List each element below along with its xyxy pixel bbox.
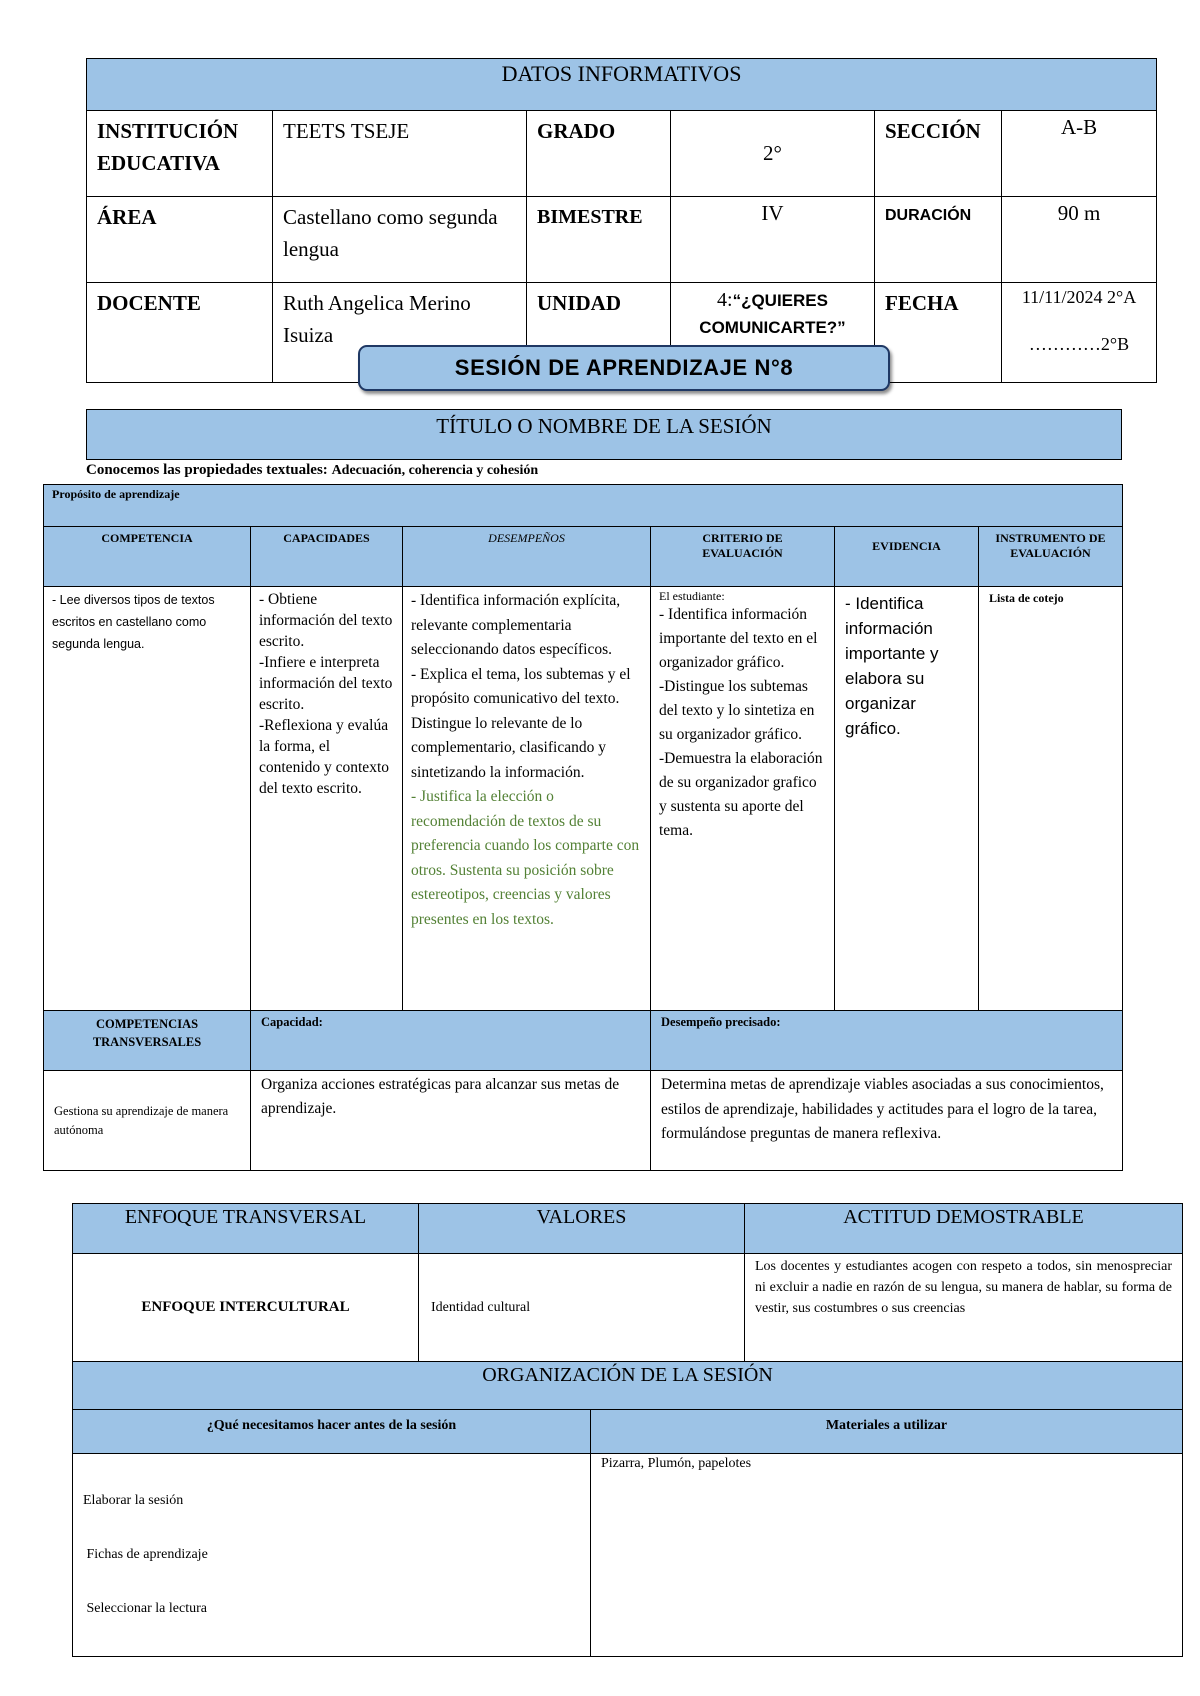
seccion-label: SECCIÓN [875, 111, 1002, 197]
seccion-value: A-B [1002, 111, 1157, 197]
unidad-value: “¿QUIERES COMUNICARTE?” [699, 291, 846, 337]
docente-value: Ruth Angelica Merino Isuiza [273, 283, 527, 383]
titulo-header: TÍTULO O NOMBRE DE LA SESIÓN [87, 410, 1122, 460]
antes-cell [73, 1454, 591, 1657]
enfoque-value: ENFOQUE INTERCULTURAL [73, 1254, 419, 1362]
datos-header: DATOS INFORMATIVOS [87, 59, 1157, 111]
area-value: Castellano como segunda lengua [273, 197, 527, 283]
header-desempenos: DESEMPEÑOS [403, 527, 651, 587]
materiales-label: Materiales a utilizar [591, 1410, 1183, 1454]
datos-informativos-table [86, 58, 1157, 383]
proposito-label: Propósito de aprendizaje [44, 485, 1123, 527]
capacidad-item: -Infiere e interpreta información del texto escrito. [259, 654, 393, 713]
fecha-cell [1002, 283, 1157, 383]
transversales-header: COMPETENCIAS TRANSVERSALES [44, 1011, 251, 1071]
header-competencia: COMPETENCIA [44, 527, 251, 587]
desempeno-item-green: - Justifica la elección o recomendación de textos de su preferencia cuando los comparte con otros. Sustenta su posición sobre estereotipos, creencias y valores presentes en los textos. [411, 788, 640, 928]
desempenos-cell [403, 587, 651, 1011]
grado-value: 2° [671, 111, 875, 197]
proposito-table [43, 484, 1123, 1171]
transversal-desempeno: Determina metas de aprendizaje viables asociadas a sus conocimientos, estilos de aprendizaje, habilidades y actitudes para el logro de la tarea, formulándose preguntas de manera reflexiva. [651, 1071, 1123, 1171]
desempeno-item: - Identifica información explícita, relevante complementaria seleccionando datos específicos. [411, 592, 621, 658]
unidad-label: UNIDAD [527, 283, 671, 383]
criterio-item: -Demuestra la elaboración de su organizador grafico y sustenta su aporte del tema. [659, 750, 823, 839]
area-label: ÁREA [87, 197, 273, 283]
criterio-item: - Identifica información importante del texto en el organizador gráfico. [659, 606, 818, 671]
bimestre-value: IV [671, 197, 875, 283]
institucion-label: INSTITUCIÓN EDUCATIVA [87, 111, 273, 197]
criterio-item: -Distingue los subtemas del texto y lo sintetiza en su organizador gráfico. [659, 678, 815, 743]
desempeno-item: - Explica el tema, los subtemas y el propósito comunicativo del texto. Distingue lo relevante de lo complementario, clasificando y sintetizando la información. [411, 665, 631, 781]
evidencia-text: - Identifica información importante y elabora su organizar gráfico. [835, 587, 979, 1011]
materiales-value: Pizarra, Plumón, papelotes [591, 1454, 1183, 1657]
transversales-capacidad-label: Capacidad: [251, 1011, 651, 1071]
capacidad-item: -Reflexiona y evalúa la forma, el contenido y contexto del texto escrito. [259, 717, 389, 797]
fecha-line2: …………2°B [1028, 334, 1130, 354]
organizacion-header: ORGANIZACIÓN DE LA SESIÓN [73, 1362, 1183, 1410]
antes-label: ¿Qué necesitamos hacer antes de la sesión [73, 1410, 591, 1454]
criterio-intro: El estudiante: [659, 589, 725, 603]
grado-label: GRADO [527, 111, 671, 197]
docente-label: DOCENTE [87, 283, 273, 383]
valor-value: Identidad cultural [419, 1254, 745, 1362]
enfoque-table [72, 1203, 1183, 1657]
antes-item: Elaborar la sesión [83, 1493, 184, 1508]
competencia-text: - Lee diversos tipos de textos escritos en castellano como segunda lengua. [44, 587, 251, 1011]
duracion-value: 90 m [1002, 197, 1157, 283]
instrumento-text: Lista de cotejo [979, 587, 1123, 1011]
fecha-line1: 11/11/2024 2°A [1021, 287, 1137, 307]
unidad-prefix: 4: [717, 289, 733, 311]
criterio-cell [651, 587, 835, 1011]
session-badge [358, 345, 890, 391]
capacidad-item: - Obtiene información del texto escrito. [259, 591, 393, 650]
bimestre-label: BIMESTRE [527, 197, 671, 283]
header-criterio: CRITERIO DE EVALUACIÓN [651, 527, 835, 587]
header-capacidades: CAPACIDADES [251, 527, 403, 587]
institucion-value: TEETS TSEJE [273, 111, 527, 197]
titulo-rest: Adecuación, coherencia y cohesión [331, 463, 539, 478]
header-enfoque: ENFOQUE TRANSVERSAL [73, 1204, 419, 1254]
transversal-competencia: Gestiona su aprendizaje de manera autónoma [44, 1071, 251, 1171]
titulo-text [86, 462, 538, 479]
duracion-label: DURACIÓN [875, 197, 1002, 283]
actitud-value: Los docentes y estudiantes acogen con respeto a todos, sin menospreciar ni excluir a nadie en razón de su lengua, su manera de hablar, su forma de vestir, sus costumbres o sus creencias [745, 1254, 1183, 1362]
transversales-desempeno-label: Desempeño precisado: [651, 1011, 1123, 1071]
capacidades-cell [251, 587, 403, 1011]
header-valores: VALORES [419, 1204, 745, 1254]
header-actitud: ACTITUD DEMOSTRABLE [745, 1204, 1183, 1254]
antes-item: Seleccionar la lectura [83, 1601, 207, 1616]
titulo-table [86, 409, 1122, 460]
antes-item: Fichas de aprendizaje [83, 1547, 208, 1562]
header-instrumento: INSTRUMENTO DE EVALUACIÓN [979, 527, 1123, 587]
transversal-capacidad: Organiza acciones estratégicas para alcanzar sus metas de aprendizaje. [251, 1071, 651, 1171]
header-evidencia: EVIDENCIA [835, 527, 979, 587]
titulo-bold: Conocemos las propiedades textuales: [86, 462, 328, 478]
session-badge-text: SESIÓN DE APRENDIZAJE N°8 [454, 355, 794, 380]
fecha-label: FECHA [875, 283, 1002, 383]
